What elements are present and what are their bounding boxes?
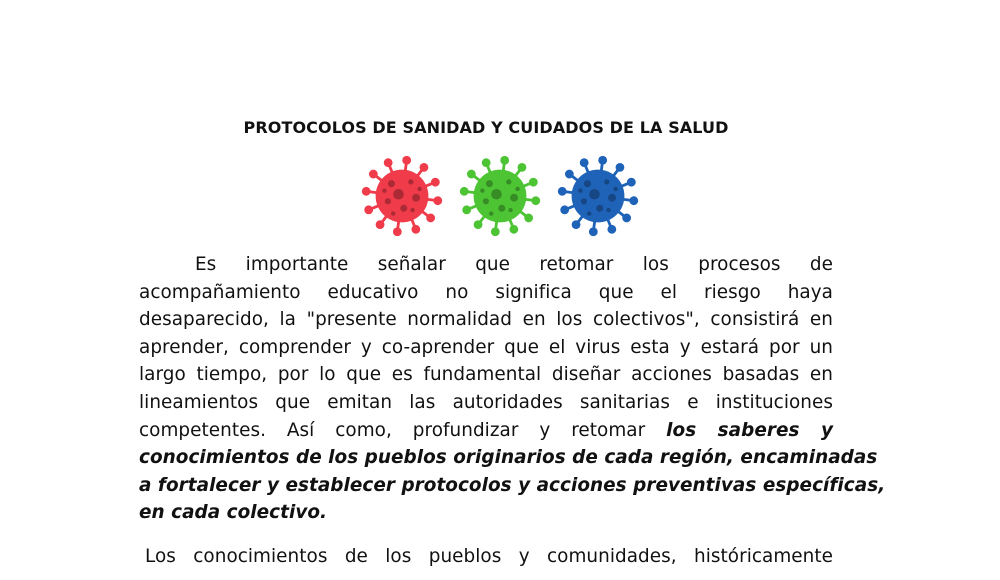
virus-spike-tip — [462, 205, 471, 214]
virus-spot — [408, 179, 413, 184]
virus-spike-tip — [565, 170, 574, 179]
virus-spike-tip — [589, 227, 598, 236]
virus-spot — [596, 205, 603, 212]
virus-spike-tip — [393, 227, 402, 236]
virus-spike-tip — [420, 163, 429, 172]
emphasis-line: en cada colectivo. — [139, 502, 328, 524]
virus-spike-tip — [509, 225, 518, 234]
virus-spike-tip — [474, 220, 483, 229]
virus-icon — [456, 152, 544, 240]
virus-spot — [581, 198, 587, 204]
virus-spot — [491, 189, 502, 200]
virus-icon — [554, 152, 642, 240]
virus-spot — [385, 198, 391, 204]
virus-spot — [480, 189, 484, 193]
virus-spot — [489, 211, 493, 215]
virus-spike-tip — [598, 156, 607, 165]
virus-spot — [412, 194, 420, 202]
virus-spot — [506, 179, 511, 184]
virus-spike-tip — [411, 225, 420, 234]
virus-spot — [578, 189, 582, 193]
emphasis-text: los saberes y — [666, 419, 833, 441]
virus-spot — [410, 208, 414, 212]
virus-spot — [486, 180, 493, 187]
text-line: Es importante señalar que retomar los procesos de — [195, 254, 833, 275]
text-line: desaparecido, la "presente normalidad en los colectivos", consistirá en — [139, 309, 833, 331]
virus-spot — [587, 211, 591, 215]
virus-spike-tip — [560, 205, 569, 214]
virus-spot — [391, 211, 395, 215]
virus-spot — [589, 189, 600, 200]
virus-illustration — [358, 152, 648, 242]
virus-spot — [388, 180, 395, 187]
virus-spike-tip — [362, 187, 371, 196]
virus-spot — [382, 189, 386, 193]
virus-spike-tip — [518, 163, 527, 172]
virus-spike-tip — [607, 225, 616, 234]
virus-spot — [483, 198, 489, 204]
virus-spike-tip — [460, 187, 469, 196]
virus-spike-tip — [426, 214, 435, 223]
text-line: largo tiempo, por lo que es fundamental diseñar acciones basadas en — [139, 364, 833, 386]
virus-spot — [417, 187, 421, 191]
paragraph-main — [139, 251, 886, 527]
virus-spike-tip — [431, 178, 440, 187]
text-segment: competentes. Así como, profundizar y retomar — [139, 419, 667, 441]
paragraph-second — [139, 543, 833, 571]
virus-spike-tip — [531, 196, 540, 205]
virus-spike-tip — [433, 196, 442, 205]
emphasis-line: a fortalecer y establecer protocolos y acciones preventivas específicas, — [139, 474, 886, 496]
virus-spot — [606, 208, 610, 212]
text-line: aprender, comprender y co-aprender que el virus esta y estará por un — [139, 336, 833, 358]
document-title: PROTOCOLOS DE SANIDAD Y CUIDADOS DE LA SALUD — [243, 118, 729, 137]
virus-icon — [358, 152, 446, 240]
text-line: lineamientos que emitan las autoridades sanitarias e instituciones — [139, 391, 833, 413]
virus-spot — [584, 180, 591, 187]
emphasis-line: conocimientos de los pueblos originarios de cada región, encaminadas — [139, 447, 878, 469]
text-line: Los conocimientos de los pueblos y comunidades, históricamente — [145, 546, 833, 567]
virus-spike-tip — [491, 227, 500, 236]
virus-spike-tip — [629, 196, 638, 205]
virus-spike-tip — [467, 170, 476, 179]
virus-spike-tip — [384, 158, 393, 167]
virus-spot — [608, 194, 616, 202]
text-line: acompañamiento educativo no significa que el riesgo haya — [139, 281, 833, 303]
virus-spike-tip — [616, 163, 625, 172]
virus-spot — [400, 205, 407, 212]
virus-spike-tip — [369, 170, 378, 179]
virus-spike-tip — [524, 214, 533, 223]
virus-spike-tip — [627, 178, 636, 187]
virus-spike-tip — [402, 156, 411, 165]
virus-spike-tip — [376, 220, 385, 229]
text-line — [139, 417, 833, 445]
virus-spot — [393, 189, 404, 200]
virus-spike-tip — [500, 156, 509, 165]
virus-spike-tip — [529, 178, 538, 187]
virus-spot — [498, 205, 505, 212]
virus-spike-tip — [622, 214, 631, 223]
virus-spike-tip — [558, 187, 567, 196]
virus-spot — [515, 187, 519, 191]
virus-spike-tip — [364, 205, 373, 214]
virus-spike-tip — [572, 220, 581, 229]
virus-spot — [510, 194, 518, 202]
virus-spot — [604, 179, 609, 184]
virus-spike-tip — [580, 158, 589, 167]
virus-spot — [613, 187, 617, 191]
virus-spike-tip — [482, 158, 491, 167]
virus-spot — [508, 208, 512, 212]
